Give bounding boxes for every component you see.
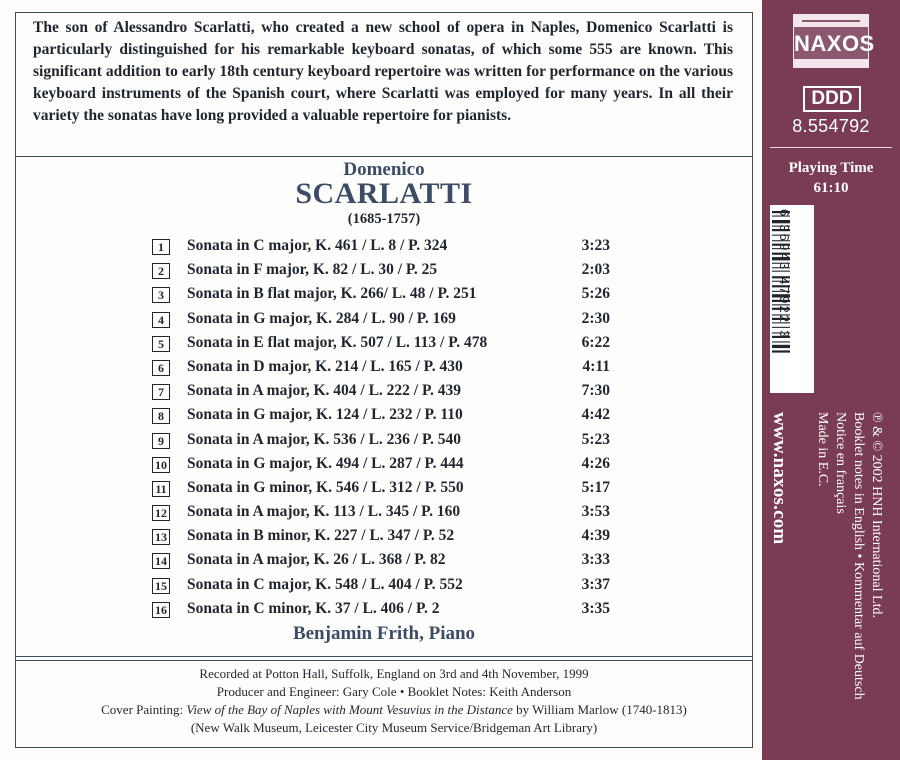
track-duration: 5:17 [581, 478, 610, 496]
track-duration: 4:11 [582, 357, 610, 375]
track-title: Sonata in B flat major, K. 266/ L. 48 / P. 251 [187, 285, 477, 303]
track-row [152, 453, 622, 477]
track-number: 10 [152, 457, 170, 473]
barcode-digits: 6 36943 47922 3 [777, 209, 792, 340]
track-title: Sonata in B minor, K. 227 / L. 347 / P. 52 [187, 527, 455, 545]
credit-bullet: • [399, 684, 405, 699]
track-title: Sonata in G major, K. 124 / L. 232 / P. 110 [187, 406, 463, 424]
credits [20, 665, 768, 737]
track-row [152, 283, 622, 307]
track-title: Sonata in A major, K. 536 / L. 236 / P. 540 [187, 430, 462, 448]
track-duration: 2:30 [581, 309, 610, 327]
composer-last-name: SCARLATTI [295, 177, 473, 210]
track-number: 1 [152, 239, 170, 255]
track-row [152, 404, 622, 428]
composer-dates: (1685-1757) [347, 211, 421, 227]
logo-text: NAXOS [794, 31, 875, 56]
track-row [152, 235, 622, 259]
track-duration: 6:22 [581, 333, 610, 351]
track-number: 4 [152, 312, 170, 328]
credit-producer: Producer and Engineer: Gary Cole [216, 684, 397, 699]
track-number: 7 [152, 384, 170, 400]
track-title: Sonata in D major, K. 214 / L. 165 / P. 430 [187, 357, 463, 375]
track-row [152, 477, 622, 501]
track-title: Sonata in A major, K. 113 / L. 345 / P. 160 [187, 503, 461, 521]
track-duration: 3:53 [581, 503, 610, 521]
track-title: Sonata in A major, K. 404 / L. 222 / P. 439 [187, 382, 462, 400]
barcode [770, 205, 814, 393]
track-title: Sonata in A major, K. 26 / L. 368 / P. 82 [187, 551, 446, 569]
logo-top-band [794, 15, 868, 27]
track-number: 2 [152, 263, 170, 279]
track-title: Sonata in E flat major, K. 507 / L. 113 / P. 478 [187, 333, 488, 351]
notice-francais: Notice en français [833, 412, 848, 514]
track-row [152, 429, 622, 453]
track-title: Sonata in C major, K. 461 / L. 8 / P. 324 [187, 237, 448, 254]
credit-museum: (New Walk Museum, Leicester City Museum Service/Bridgeman Art Library) [190, 720, 598, 735]
track-row [152, 308, 622, 332]
track-duration: 7:30 [581, 382, 610, 400]
track-duration: 4:26 [581, 454, 610, 472]
booklet-languages: Booklet notes in English • Kommentar auf Deutsch [851, 412, 866, 700]
credit-cover-prefix: Cover Painting: [101, 702, 187, 717]
track-title: Sonata in G major, K. 284 / L. 90 / P. 169 [187, 309, 456, 327]
track-number: 5 [152, 336, 170, 352]
credit-recorded: Recorded at Potton Hall, Suffolk, England on 3rd and 4th November, 1999 [199, 666, 589, 681]
credit-producer-line [20, 683, 768, 701]
composer-first-name: Domenico [343, 159, 425, 180]
track-number: 6 [152, 360, 170, 376]
divider-bottom [15, 656, 753, 657]
track-title: Sonata in C major, K. 548 / L. 404 / P. 552 [187, 575, 463, 593]
naxos-logo [793, 14, 875, 68]
track-title: Sonata in G minor, K. 546 / L. 312 / P. 550 [187, 478, 464, 496]
made-in: Made in E.C. [815, 412, 830, 487]
track-number: 16 [152, 602, 170, 618]
track-title: Sonata in C minor, K. 37 / L. 406 / P. 2 [187, 599, 440, 617]
track-row [152, 501, 622, 525]
track-number: 12 [152, 505, 170, 521]
track-row [152, 525, 622, 549]
track-title: Sonata in F major, K. 82 / L. 30 / P. 25 [187, 261, 438, 279]
track-duration: 2:03 [581, 261, 610, 279]
playing-time-label: Playing Time [788, 160, 874, 176]
divider-top [15, 156, 753, 157]
track-duration: 4:42 [581, 406, 610, 424]
track-duration: 5:26 [581, 285, 610, 303]
track-number: 14 [152, 553, 170, 569]
track-number: 13 [152, 529, 170, 545]
catalog-number: 8.554792 [792, 116, 870, 136]
track-list [152, 235, 622, 622]
spine-divider [770, 147, 892, 148]
track-title: Sonata in G major, K. 494 / L. 287 / P. 444 [187, 454, 464, 472]
performer: Benjamin Frith, Piano [292, 623, 476, 644]
intro-paragraph: The son of Alessandro Scarlatti, who created a new school of opera in Naples, Domenico Scarlatti is particularly distinguished for his remarkable keyboard sonatas, of which some 555 are known. This significant addition to early 18th century keyboard repertoire was written for performance on the various keyboard instruments of the Spanish court, where Scarlatti was employed for many years. In all their variety the sonatas have long provided a valuable repertoire for pianists. [33, 19, 733, 124]
track-number: 11 [152, 481, 170, 497]
divider-bottom-inner [15, 660, 753, 661]
copyright-line: ℗ & © 2002 HNH International Ltd. [869, 412, 884, 618]
track-number: 8 [152, 408, 170, 424]
track-duration: 3:35 [581, 599, 610, 617]
credit-notes: Booklet Notes: Keith Anderson [407, 684, 572, 699]
track-number: 3 [152, 287, 170, 303]
credit-cover-suffix: by William Marlow (1740-1813) [512, 702, 687, 717]
credit-cover-title: View of the Bay of Naples with Mount Vesuvius in the Distance [186, 702, 513, 717]
track-row [152, 549, 622, 573]
playing-time-value: 61:10 [813, 180, 849, 196]
track-row [152, 332, 622, 356]
track-number: 15 [152, 578, 170, 594]
track-row [152, 574, 622, 598]
website-url: www.naxos.com [769, 412, 790, 545]
track-number: 9 [152, 433, 170, 449]
track-duration: 3:37 [581, 575, 610, 593]
credit-cover-line [20, 701, 768, 719]
track-duration: 3:23 [581, 237, 610, 254]
track-row [152, 380, 622, 404]
ddd-badge: DDD [803, 86, 861, 112]
track-duration: 3:33 [581, 551, 610, 569]
track-duration: 5:23 [581, 430, 610, 448]
logo-bottom-band [794, 59, 868, 67]
track-row [152, 356, 622, 380]
track-row [152, 598, 622, 622]
track-row [152, 259, 622, 283]
track-duration: 4:39 [581, 527, 610, 545]
